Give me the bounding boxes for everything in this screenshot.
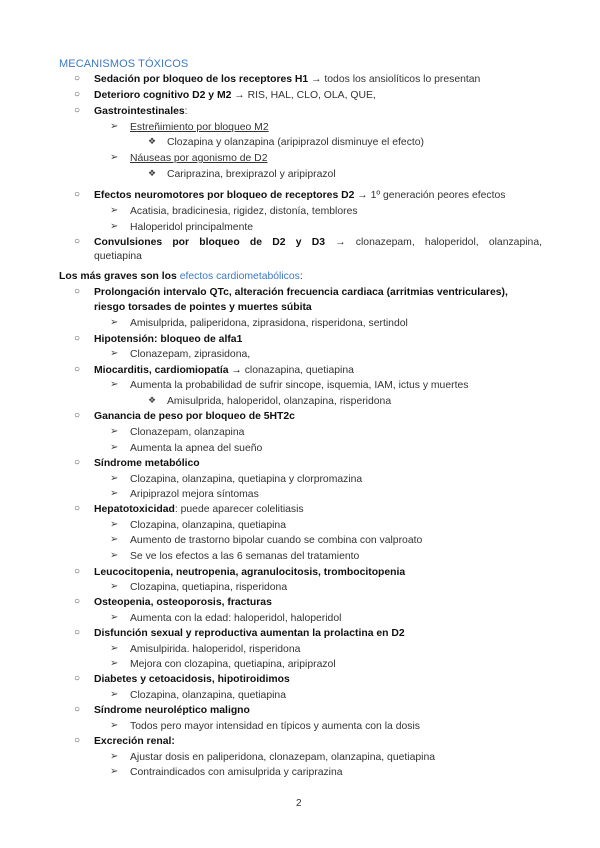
circle-bullet-icon: ○ — [74, 410, 81, 421]
arrow-bullet-icon: ➢ — [110, 205, 119, 216]
circle-bullet-icon: ○ — [74, 704, 81, 715]
circle-bullet-icon: ○ — [74, 105, 81, 116]
list-item-continuation: quetiapina — [94, 251, 142, 262]
list-item-continuation: riesgo torsades de pointes y muertes súbita — [94, 302, 312, 313]
list-item: Aumento de trastorno bipolar cuando se combina con valproato — [130, 535, 423, 546]
list-item: Miocarditis, cardiomiopatía → clonazapina, quetiapina — [94, 365, 354, 376]
arrow-bullet-icon: ➢ — [110, 348, 119, 359]
list-item: Sedación por bloqueo de los receptores H1 → todos los ansiolíticos lo presentan — [94, 74, 481, 85]
arrow-bullet-icon: ➢ — [110, 379, 119, 390]
list-item: Contraindicados con amisulprida y cariprazina — [130, 767, 343, 778]
circle-bullet-icon: ○ — [74, 236, 81, 247]
list-item: Aripiprazol mejora síntomas — [130, 489, 259, 500]
list-item: Cariprazina, brexiprazol y aripiprazol — [167, 169, 336, 180]
arrow-bullet-icon: ➢ — [110, 751, 119, 762]
arrow-bullet-icon: ➢ — [110, 473, 119, 484]
severe-effects-intro: Los más graves son los efectos cardiometabólicos: — [59, 271, 303, 282]
list-item: Amisulpirida. haloperidol, risperidona — [130, 644, 301, 655]
cardiometabolic-link: efectos cardiometabólicos — [179, 271, 300, 282]
list-item: Estreñimiento por bloqueo M2 — [130, 122, 269, 133]
list-item: Disfunción sexual y reproductiva aumentan la prolactina en D2 — [94, 628, 405, 639]
list-item: Deterioro cognitivo D2 y M2 → RIS, HAL, CLO, OLA, QUE, — [94, 90, 376, 101]
arrow-bullet-icon: ➢ — [110, 221, 119, 232]
arrow-bullet-icon: ➢ — [110, 152, 119, 163]
circle-bullet-icon: ○ — [74, 503, 81, 514]
list-item: Diabetes y cetoacidosis, hipotiroidimos — [94, 674, 290, 685]
circle-bullet-icon: ○ — [74, 89, 81, 100]
list-item: Aumenta la probabilidad de sufrir sincope, isquemia, IAM, ictus y muertes — [130, 380, 469, 391]
arrow-bullet-icon: ➢ — [110, 689, 119, 700]
circle-bullet-icon: ○ — [74, 364, 81, 375]
arrow-bullet-icon: ➢ — [110, 534, 119, 545]
circle-bullet-icon: ○ — [74, 333, 81, 344]
arrow-bullet-icon: ➢ — [110, 720, 119, 731]
list-item: Se ve los efectos a las 6 semanas del tratamiento — [130, 551, 360, 562]
list-item: Hipotensión: bloqueo de alfa1 — [94, 334, 243, 345]
diamond-bullet-icon: ❖ — [148, 395, 157, 405]
list-item: Náuseas por agonismo de D2 — [130, 153, 268, 164]
list-item: Síndrome metabólico — [94, 458, 200, 469]
list-item: Ajustar dosis en paliperidona, clonazepam, olanzapina, quetiapina — [130, 752, 435, 763]
arrow-bullet-icon: ➢ — [110, 581, 119, 592]
list-item: Clonazepam, olanzapina — [130, 427, 245, 438]
arrow-bullet-icon: ➢ — [110, 488, 119, 499]
list-item: Excreción renal: — [94, 736, 175, 747]
arrow-bullet-icon: ➢ — [110, 317, 119, 328]
list-item: Aumenta con la edad: haloperidol, haloperidol — [130, 613, 342, 624]
circle-bullet-icon: ○ — [74, 457, 81, 468]
arrow-bullet-icon: ➢ — [110, 766, 119, 777]
list-item: Mejora con clozapina, quetiapina, aripiprazol — [130, 659, 336, 670]
list-item: Clozapina, olanzapina, quetiapina — [130, 690, 286, 701]
list-item: Síndrome neuroléptico maligno — [94, 705, 250, 716]
circle-bullet-icon: ○ — [74, 627, 81, 638]
list-item: Prolongación intervalo QTc, alteración frecuencia cardiaca (arritmias ventriculares), — [94, 287, 508, 298]
arrow-bullet-icon: ➢ — [110, 643, 119, 654]
diamond-bullet-icon: ❖ — [148, 168, 157, 178]
arrow-bullet-icon: ➢ — [110, 121, 119, 132]
list-item: Clonazepam, ziprasidona, — [130, 349, 251, 360]
list-item: Hepatotoxicidad: puede aparecer colelitiasis — [94, 504, 304, 515]
circle-bullet-icon: ○ — [74, 286, 81, 297]
list-item: Todos pero mayor intensidad en típicos y aumenta con la dosis — [130, 721, 420, 732]
list-item: Clozapina, olanzapina, quetiapina y clorpromazina — [130, 474, 363, 485]
circle-bullet-icon: ○ — [74, 566, 81, 577]
circle-bullet-icon: ○ — [74, 189, 81, 200]
arrow-bullet-icon: ➢ — [110, 426, 119, 437]
list-item: Ganancia de peso por bloqueo de 5HT2c — [94, 411, 295, 422]
circle-bullet-icon: ○ — [74, 673, 81, 684]
list-item: Haloperidol principalmente — [130, 222, 254, 233]
section-heading: MECANISMOS TÓXICOS — [59, 58, 189, 70]
diamond-bullet-icon: ❖ — [148, 136, 157, 146]
arrow-bullet-icon: ➢ — [110, 658, 119, 669]
page-number: 2 — [296, 798, 302, 809]
list-item: Acatisia, bradicinesia, rigidez, distonía, temblores — [130, 206, 358, 217]
list-item: Leucocitopenia, neutropenia, agranulocitosis, trombocitopenia — [94, 567, 406, 578]
arrow-bullet-icon: ➢ — [110, 612, 119, 623]
list-item: Osteopenia, osteoporosis, fracturas — [94, 597, 272, 608]
arrow-bullet-icon: ➢ — [110, 550, 119, 561]
list-item: Clozapina, olanzapina, quetiapina — [130, 520, 286, 531]
list-item: Efectos neuromotores por bloqueo de receptores D2 → 1º generación peores efectos — [94, 190, 506, 201]
arrow-bullet-icon: ➢ — [110, 442, 119, 453]
list-item: Amisulprida, paliperidona, ziprasidona, risperidona, sertindol — [130, 318, 408, 329]
list-item: Convulsiones por bloqueo de D2 y D3 → clonazepam, haloperidol, olanzapina, — [94, 237, 542, 248]
circle-bullet-icon: ○ — [74, 735, 81, 746]
list-item: Gastrointestinales: — [94, 106, 188, 117]
list-item: Clozapina, quetiapina, risperidona — [130, 582, 288, 593]
list-item: Aumenta la apnea del sueño — [130, 443, 263, 454]
list-item: Amisulprida, haloperidol, olanzapina, risperidona — [167, 396, 392, 407]
circle-bullet-icon: ○ — [74, 596, 81, 607]
circle-bullet-icon: ○ — [74, 73, 81, 84]
list-item: Clozapina y olanzapina (aripiprazol disminuye el efecto) — [167, 137, 425, 148]
arrow-bullet-icon: ➢ — [110, 519, 119, 530]
